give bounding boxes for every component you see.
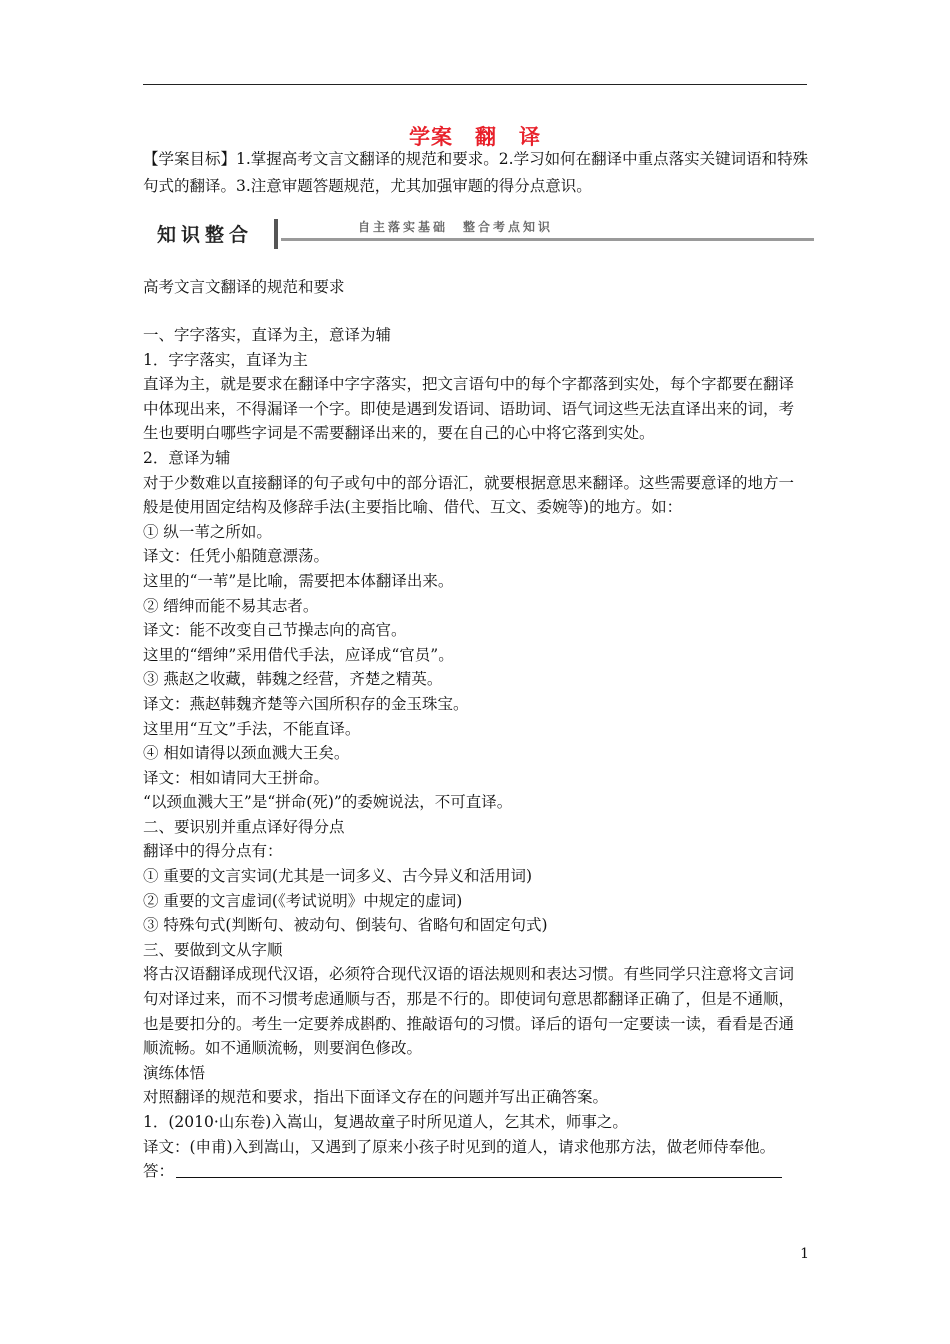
answer-blank[interactable] — [176, 1177, 782, 1178]
section-banner — [143, 216, 814, 250]
paragraph: 翻译中的得分点有： — [143, 842, 283, 861]
answer-label: 答： — [143, 1162, 175, 1181]
goal-tag: 【学案目标】 — [143, 150, 237, 168]
answer-row — [143, 1159, 809, 1184]
paragraph: 一、字字落实，直译为主，意译为辅 — [143, 326, 392, 344]
paragraph: “以颈血溅大王”是“拼命(死)”的委婉说法，不可直译。 — [143, 793, 513, 812]
banner-subtitle: 自主落实基础 整合考点知识 — [358, 220, 554, 234]
page-number: 1 — [800, 1246, 809, 1262]
paragraph: 译文：相如请同大王拼命。 — [143, 768, 330, 787]
paragraph: 二、要识别并重点译好得分点 — [143, 817, 345, 836]
paragraph: 三、要做到文从字顺 — [143, 940, 283, 959]
document-body — [143, 323, 809, 1184]
paragraph: ① 重要的文言实词(尤其是一词多义、古今异义和活用词) — [143, 867, 533, 886]
page-title: 学案 翻 译 — [409, 124, 541, 149]
study-goal — [143, 146, 809, 200]
paragraph: 这里的“一苇”是比喻，需要把本体翻译出来。 — [143, 571, 454, 590]
header-rule — [143, 84, 807, 85]
paragraph: ④ 相如请得以颈血溅大王矣。 — [143, 744, 350, 763]
paragraph: 这里的“缙绅”采用借代手法，应译成“官员”。 — [143, 645, 454, 664]
paragraph: 译文：能不改变自己节操志向的高官。 — [143, 621, 407, 640]
paragraph: ③ 燕赵之收藏，韩魏之经营，齐楚之精英。 — [143, 670, 443, 689]
banner-divider — [274, 219, 278, 249]
paragraph: 译文：燕赵韩魏齐楚等六国所积存的金玉珠宝。 — [143, 694, 469, 713]
section-title: 高考文言文翻译的规范和要求 — [143, 278, 345, 296]
paragraph: 2．意译为辅 — [143, 448, 231, 467]
paragraph: 对于少数难以直接翻译的句子或句中的部分语汇，就要根据意思来翻译。这些需要意译的地方一般是使用固定结构及修辞手法(主要指比喻、借代、互文、委婉等)的地方。如： — [143, 473, 795, 517]
goal-text: 1.掌握高考文言文翻译的规范和要求。2.学习如何在翻译中重点落实关键词语和特殊句式的翻译。3.注意审题答题规范，尤其加强审题的得分点意识。 — [143, 150, 809, 195]
paragraph: ② 重要的文言虚词(《考试说明》中规定的虚词) — [143, 891, 463, 910]
paragraph: 演练体悟 — [143, 1063, 206, 1082]
paragraph: 这里用“互文”手法，不能直译。 — [143, 719, 361, 738]
paragraph: 译文：(申甫)入到嵩山，又遇到了原来小孩子时见到的道人，请求他那方法，做老师侍奉他。 — [143, 1137, 776, 1156]
paragraph: 译文：任凭小船随意漂荡。 — [143, 547, 330, 566]
paragraph: ③ 特殊句式(判断句、被动句、倒装句、省略句和固定句式) — [143, 916, 548, 935]
banner-rule — [281, 238, 814, 241]
paragraph: 1．(2010·山东卷)入嵩山，复遇故童子时所见道人，乞其术，师事之。 — [143, 1113, 628, 1131]
paragraph: ② 缙绅而能不易其志者。 — [143, 596, 319, 615]
paragraph: 对照翻译的规范和要求，指出下面译文存在的问题并写出正确答案。 — [143, 1088, 609, 1107]
paragraph: 将古汉语翻译成现代汉语，必须符合现代汉语的语法规则和表达习惯。有些同学只注意将文言词句对译过来，而不习惯考虑通顺与否，那是不行的。即使词句意思都翻译正确了，但是不通顺，也是要扣分的。考生一定要养成斟酌、推敲语句的习惯。译后的语句一定要读一读，看看是否通顺流畅。如不通顺流畅，则要润色修改。 — [143, 965, 795, 1058]
banner-label: 知识整合 — [156, 223, 253, 246]
paragraph: 直译为主，就是要求在翻译中字字落实，把文言语句中的每个字都落到实处，每个字都要在翻译中体现出来，不得漏译一个字。即使是遇到发语词、语助词、语气词这些无法直译出来的词，考生也要明白哪些字词是不需要翻译出来的，要在自己的心中将它落到实处。 — [143, 375, 795, 443]
paragraph: 1．字字落实，直译为主 — [143, 350, 308, 369]
paragraph: ① 纵一苇之所如。 — [143, 522, 272, 541]
